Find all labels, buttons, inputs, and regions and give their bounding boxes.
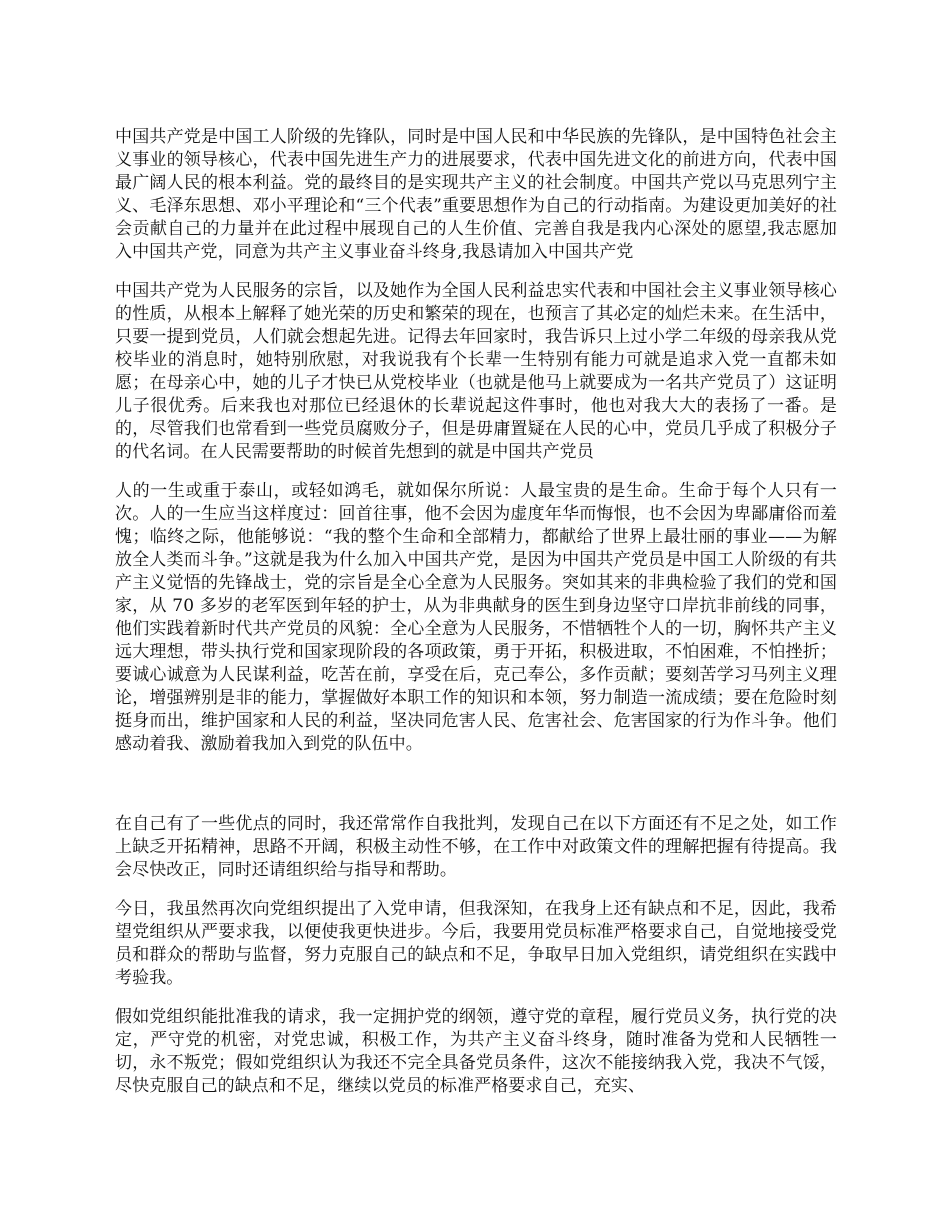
paragraph-2: 中国共产党为人民服务的宗旨，以及她作为全国人民利益忠实代表和中国社会主义事业领导核心的性质，从根本上解释了她光荣的历史和繁荣的现在，也预言了其必定的灿烂未来。在生活中，只要一提到党员，人们就会想起先进。记得去年回家时，我告诉只上过小学二年级的母亲我从党校毕业的消息时，她特别欣慰，对我说我有个长辈一生特别有能力可就是追求入党一直都未如愿；在母亲心中，她的儿子才快已从党校毕业（也就是他马上就要成为一名共产党员了）这证明儿子很优秀。后来我也对那位已经退休的长辈说起这件事时，他也对我大大的表扬了一番。是的，尽管我们也常看到一些党员腐败分子，但是毋庸置疑在人民的心中，党员几乎成了积极分子的代名词。在人民需要帮助的时候首先想到的就是中国共产党员 <box>115 281 837 462</box>
paragraph-6: 假如党组织能批准我的请求，我一定拥护党的纲领，遵守党的章程，履行党员义务，执行党的决定，严守党的机密，对党忠诚，积极工作，为共产主义奋斗终身，随时准备为党和人民牺牲一切，永不叛党；假如党组织认为我还不完全具备党员条件，这次不能接纳我入党，我决不气馁，尽快克服自己的缺点和不足，继续以党员的标准严格要求自己，充实、 <box>115 1007 837 1096</box>
section-gap <box>115 772 837 813</box>
paragraph-1: 中国共产党是中国工人阶级的先锋队，同时是中国人民和中华民族的先锋队，是中国特色社会主义事业的领导核心，代表中国先进生产力的进展要求，代表中国先进文化的前进方向，代表中国最广阔人民的根本利益。党的最终目的是实现共产主义的社会制度。中国共产党以马克思列宁主义、毛泽东思想、邓小平理论和“三个代表”重要思想作为自己的行动指南。为建设更加美好的社会贡献自己的力量并在此过程中展现自己的人生价值、完善自我是我内心深处的愿望,我志愿加入中国共产党，同意为共产主义事业奋斗终身,我恳请加入中国共产党 <box>115 127 837 262</box>
document-body <box>115 126 837 1114</box>
paragraph-5: 今日，我虽然再次向党组织提出了入党申请，但我深知，在我身上还有缺点和不足，因此，我希望党组织从严要求我，以便使我更快进步。今后，我要用党员标准严格要求自己，自觉地接受党员和群众的帮助与监督，努力克服自己的缺点和不足，争取早日加入党组织，请党组织在实践中考验我。 <box>115 899 837 988</box>
paragraph-3: 人的一生或重于泰山，或轻如鸿毛，就如保尔所说：人最宝贵的是生命。生命于每个人只有一次。人的一生应当这样度过：回首往事，他不会因为虚度年华而悔恨，也不会因为卑鄙庸俗而羞愧；临终之际，他能够说：“我的整个生命和全部精力，都献给了世界上最壮丽的事业——为解放全人类而斗争。”这就是我为什么加入中国共产党，是因为中国共产党员是中国工人阶级的有共产主义觉悟的先锋战士，党的宗旨是全心全意为人民服务。突如其来的非典检验了我们的党和国家，从 70 多岁的老军医到年轻的护士，从为非典献身的医生到身边坚守口岸抗非前线的同事，他们实践着新时代共产党员的风貌：全心全意为人民服务，不惜牺牲个人的一切，胸怀共产主义远大理想，带头执行党和国家现阶段的各项政策，勇于开拓，积极进取，不怕困难，不怕挫折；要诚心诚意为人民谋利益，吃苦在前，享受在后，克己奉公，多作贡献；要刻苦学习马列主义理论，增强辨别是非的能力，掌握做好本职工作的知识和本领，努力制造一流成绩；要在危险时刻挺身而出，维护国家和人民的利益，坚决同危害人民、危害社会、危害国家的行为作斗争。他们感动着我、激励着我加入到党的队伍中。 <box>115 481 837 754</box>
paragraph-4: 在自己有了一些优点的同时，我还常常作自我批判，发现自己在以下方面还有不足之处，如工作上缺乏开拓精神，思路不开阔，积极主动性不够，在工作中对政策文件的理解把握有待提高。我会尽快改正，同时还请组织给与指导和帮助。 <box>115 814 837 880</box>
